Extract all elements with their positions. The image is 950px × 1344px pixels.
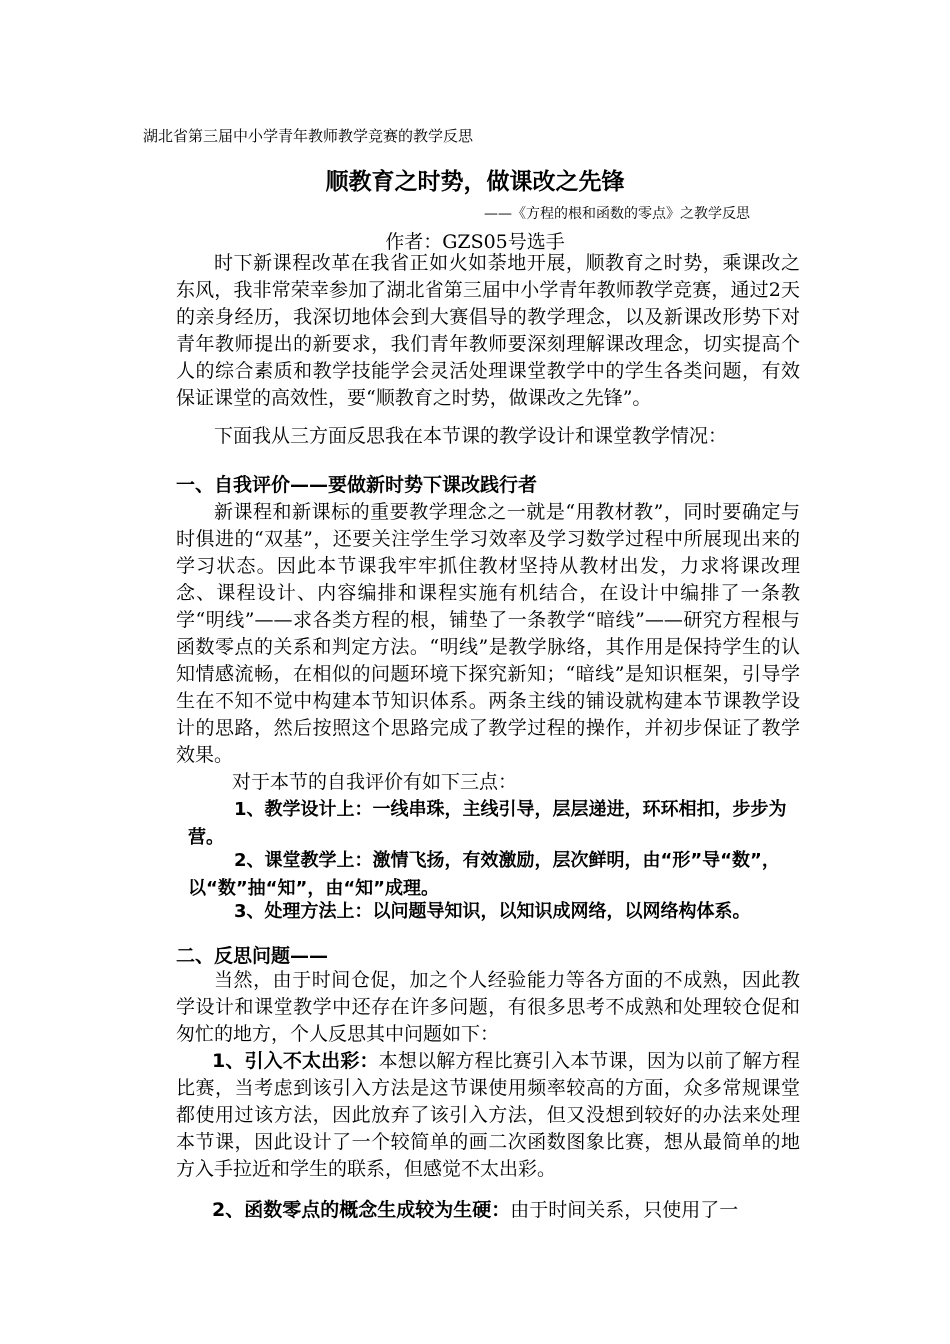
section-1-paragraph-1: 新课程和新课标的重要教学理念之一就是“用教材教”，同时要确定与时俱进的“双基”，还要关注学生学习效率及学习数学过程中所展现出来的学习状态。因此本节课我牢牢抓住教材坚持从教材出发，力求将课改理念、课程设计、内容编排和课程实施有机结合，在设计中编排了一条教学“明线”——求各类方程的根，铺垫了一条教学“暗线”——研究方程根与函数零点的关系和判定方法。“明线”是教学脉络，其作用是保持学生的认知情感流畅，在相似的问题环境下探究新知；“暗线”是知识框架，引导学生在不知不觉中构建本节知识体系。两条主线的铺设就构建本节课教学设计的思路，然后按照这个思路完成了教学过程的操作，并初步保证了教学效果。 [176, 501, 800, 766]
section-1-paragraph-2: 对于本节的自我评价有如下三点： [232, 771, 518, 793]
document-author: 作者：GZS05号选手 [385, 231, 565, 253]
issue-2-paragraph [176, 1197, 800, 1224]
document-title: 顺教育之时势，做课改之先锋 [325, 169, 625, 195]
section-1-heading: 一、自我评价——要做新时势下课改践行者 [176, 474, 538, 496]
issue-1-label: 1、引入不太出彩： [212, 1050, 379, 1072]
issue-2-label: 2、函数零点的概念生成较为生硬： [212, 1199, 511, 1221]
evaluation-point-3: 3、处理方法上：以问题导知识，以知识成网络，以网络构体系。 [234, 901, 751, 922]
document-header: 湖北省第三届中小学青年教师教学竞赛的教学反思 [143, 127, 474, 145]
section-2-heading: 二、反思问题—— [176, 945, 329, 967]
section-2-paragraph-1: 当然，由于时间仓促，加之个人经验能力等各方面的不成熟，因此教学设计和课堂教学中还存在许多问题，有很多思考不成熟和处理较仓促和匆忙的地方，个人反思其中问题如下： [176, 969, 800, 1045]
evaluation-point-1: 1、教学设计上：一线串珠，主线引导，层层递进，环环相扣，步步为营。 [188, 799, 787, 848]
issue-1-paragraph [176, 1048, 800, 1183]
issue-1-text: 本想以解方程比赛引入本节课，因为以前了解方程比赛，当考虑到该引入方法是这节课使用频率较高的方面，众多常规课堂都使用过该方法，因此放弃了该引入方法，但又没想到较好的办法来处理本节课，因此设计了一个较简单的画二次函数图象比赛，想从最简单的地方入手拉近和学生的联系，但感觉不太出彩。 [176, 1050, 800, 1180]
intro-paragraph-2: 下面我从三方面反思我在本节课的教学设计和课堂教学情况： [214, 425, 728, 447]
intro-paragraph-1: 时下新课程改革在我省正如火如荼地开展，顺教育之时势，乘课改之东风，我非常荣幸参加了湖北省第三届中小学青年教师教学竞赛，通过2天的亲身经历，我深切地体会到大赛倡导的教学理念，以及新课改形势下对青年教师提出的新要求，我们青年教师要深刻理解课改理念，切实提高个人的综合素质和教学技能学会灵活处理课堂教学中的学生各类问题，有效保证课堂的高效性，要“顺教育之时势，做课改之先锋”。 [176, 252, 800, 409]
evaluation-point-2: 2、课堂教学上：激情飞扬，有效激励，层次鲜明，由“形”导“数”，以“数”抽“知”，由“知”成理。 [188, 850, 780, 899]
issue-2-text: 由于时间关系，只使用了一 [510, 1199, 739, 1221]
document-subtitle: ——《方程的根和函数的零点》之教学反思 [484, 206, 750, 222]
